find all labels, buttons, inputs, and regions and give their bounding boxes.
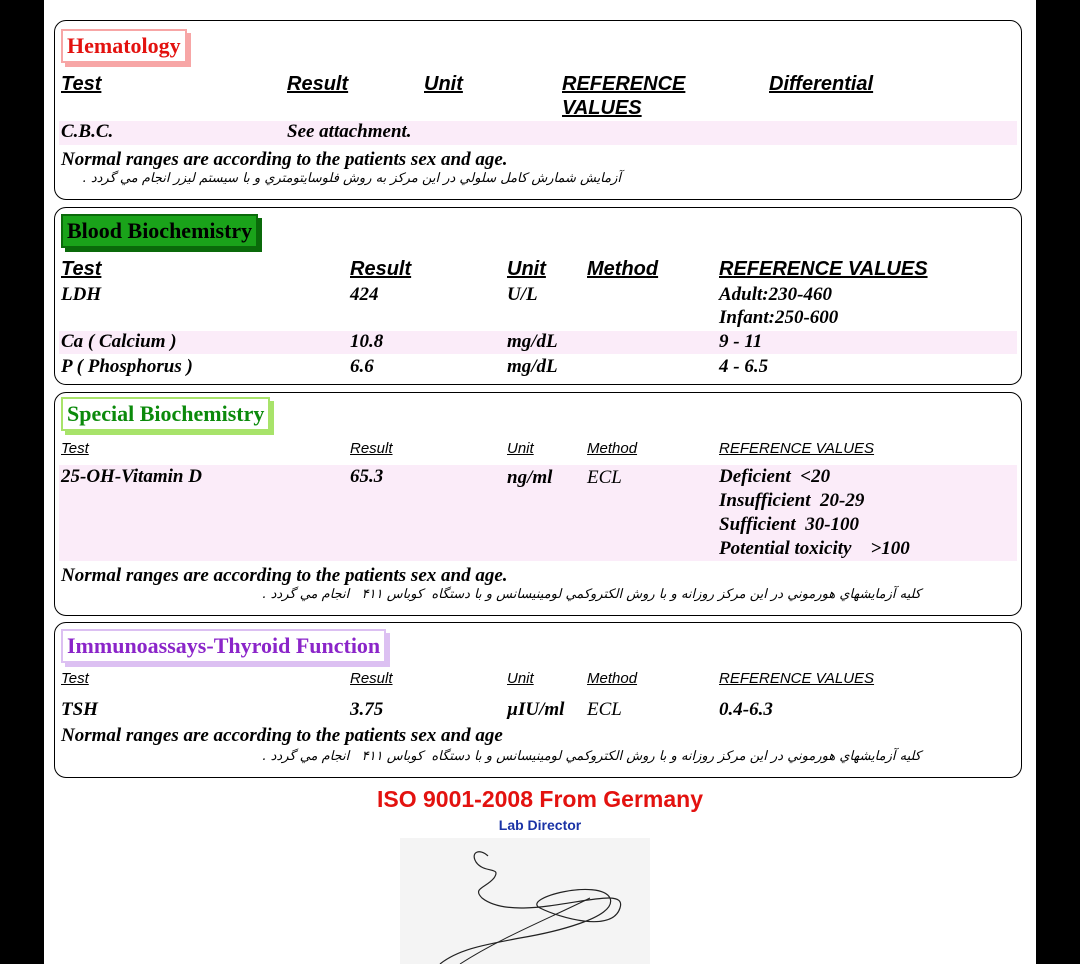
- header-unit: Unit: [507, 440, 534, 457]
- blood-biochemistry-section: [54, 207, 1022, 385]
- calcium-unit: mg/dL: [507, 331, 558, 352]
- header-reference-values: REFERENCE VALUES: [719, 440, 875, 457]
- vitamin-d-result: 65.3: [350, 466, 384, 487]
- tsh-ref: 0.4-6.3: [719, 699, 773, 720]
- ref-deficient: Deficient <20: [719, 466, 831, 487]
- row-highlight: [59, 121, 1017, 145]
- hematology-title: Hematology: [61, 29, 187, 63]
- lab-director-label: Lab Director: [498, 817, 582, 833]
- signature-icon: [400, 838, 650, 964]
- calcium-result: 10.8: [350, 331, 384, 352]
- persian-note: كليه آزمايشهاي هورموني در اين مركز روزانه و با روش الكتروكمي لومينيسانس و با دستگاه كوباس ۴۱۱ انجام مي گردد .: [262, 749, 921, 764]
- header-method: Method: [587, 440, 638, 457]
- phosphorus-result: 6.6: [350, 356, 374, 377]
- cbc-result: See attachment.: [287, 121, 412, 142]
- signature-area: [400, 838, 650, 964]
- header-test: Test: [61, 258, 102, 280]
- special-biochemistry-title: Special Biochemistry: [61, 397, 270, 431]
- normal-ranges-note: Normal ranges are according to the patients sex and age.: [61, 565, 508, 586]
- header-differential: Differential: [769, 73, 874, 95]
- iso-certification: ISO 9001-2008 From Germany: [377, 786, 703, 812]
- vitamin-d-unit: ng/ml: [507, 467, 553, 488]
- tsh-test: TSH: [61, 699, 98, 720]
- blood-biochemistry-title: Blood Biochemistry: [61, 214, 258, 248]
- tsh-method: ECL: [587, 699, 622, 720]
- header-unit: Unit: [507, 258, 546, 280]
- header-result: Result: [350, 440, 393, 457]
- ref-potential-toxicity: Potential toxicity >100: [719, 538, 910, 559]
- header-unit: Unit: [507, 670, 534, 687]
- vitamin-d-test: 25-OH-Vitamin D: [61, 466, 202, 487]
- header-unit: Unit: [424, 73, 463, 95]
- tsh-unit: µIU/ml: [507, 699, 565, 720]
- ref-sufficient: Sufficient 30-100: [719, 514, 860, 535]
- header-reference-values: REFERENCE VALUES: [719, 670, 875, 687]
- header-test: Test: [61, 440, 89, 457]
- ldh-ref-adult: Adult:230-460: [719, 284, 832, 305]
- header-reference: REFERENCE: [562, 73, 686, 95]
- cbc-test: C.B.C.: [61, 121, 114, 142]
- ldh-result: 424: [350, 284, 379, 305]
- tsh-result: 3.75: [350, 699, 384, 720]
- header-test: Test: [61, 670, 89, 687]
- hematology-section: [54, 20, 1022, 200]
- normal-ranges-note: Normal ranges are according to the patients sex and age: [61, 725, 503, 746]
- phosphorus-ref: 4 - 6.5: [719, 356, 769, 377]
- calcium-ref: 9 - 11: [719, 331, 763, 352]
- thyroid-title: Immunoassays-Thyroid Function: [61, 629, 386, 663]
- header-values: VALUES: [562, 97, 642, 119]
- persian-note: كليه آزمايشهاي هورموني در اين مركز روزانه و با روش الكتروكمي لومينيسانس و با دستگاه كوباس ۴۱۱ انجام مي گردد .: [262, 587, 921, 602]
- phosphorus-test: P ( Phosphorus ): [61, 356, 193, 377]
- ldh-ref-infant: Infant:250-600: [719, 307, 839, 328]
- phosphorus-unit: mg/dL: [507, 356, 558, 377]
- header-test: Test: [61, 73, 102, 95]
- header-result: Result: [350, 258, 412, 280]
- calcium-test: Ca ( Calcium ): [61, 331, 177, 352]
- header-result: Result: [350, 670, 393, 687]
- thyroid-section: [54, 622, 1022, 778]
- header-method: Method: [587, 670, 638, 687]
- header-reference-values: REFERENCE VALUES: [719, 258, 928, 280]
- special-biochemistry-section: [54, 392, 1022, 616]
- vitamin-d-method: ECL: [587, 467, 622, 488]
- normal-ranges-note: Normal ranges are according to the patients sex and age.: [61, 149, 508, 170]
- header-result: Result: [287, 73, 349, 95]
- persian-note: آزمايش شمارش كامل سلولي در اين مركز به روش فلوسايتومتري و با سيستم ليزر انجام مي گردد .: [82, 171, 621, 186]
- ref-insufficient: Insufficient 20-29: [719, 490, 865, 511]
- header-method: Method: [587, 258, 659, 280]
- ldh-test: LDH: [61, 284, 102, 305]
- ldh-unit: U/L: [507, 284, 538, 305]
